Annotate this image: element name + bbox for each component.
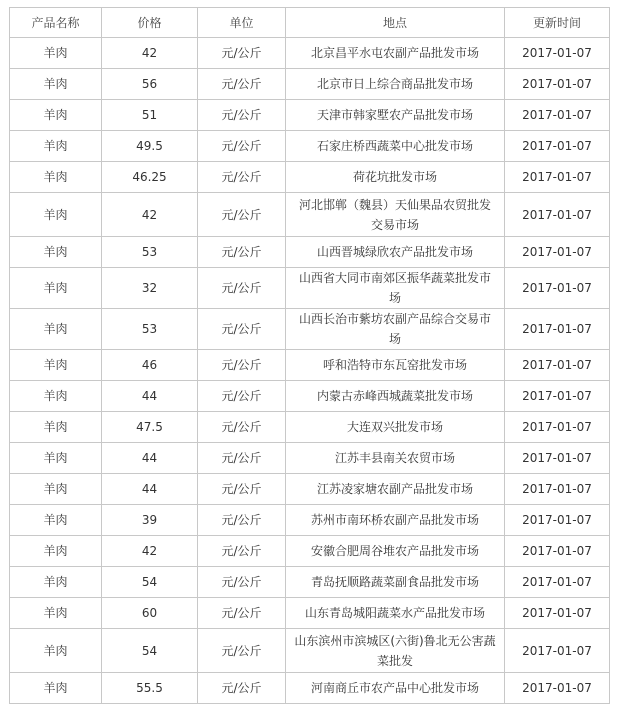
cell-price: 46: [102, 350, 198, 381]
table-row: [10, 268, 610, 309]
cell-product-name: 羊肉: [10, 268, 102, 309]
cell-unit: 元/公斤: [198, 536, 286, 567]
cell-location: 江苏丰县南关农贸市场: [286, 443, 505, 474]
cell-unit: 元/公斤: [198, 629, 286, 673]
cell-unit: 元/公斤: [198, 69, 286, 100]
cell-location: 内蒙古赤峰西城蔬菜批发市场: [286, 381, 505, 412]
cell-price: 51: [102, 100, 198, 131]
cell-location: 山东滨州市滨城区(六街)鲁北无公害蔬菜批发: [286, 629, 505, 673]
cell-unit: 元/公斤: [198, 309, 286, 350]
cell-location: 石家庄桥西蔬菜中心批发市场: [286, 131, 505, 162]
cell-product-name: 羊肉: [10, 505, 102, 536]
cell-location: 江苏凌家塘农副产品批发市场: [286, 474, 505, 505]
cell-product-name: 羊肉: [10, 381, 102, 412]
cell-location: 安徽合肥周谷堆农产品批发市场: [286, 536, 505, 567]
cell-unit: 元/公斤: [198, 131, 286, 162]
header-product-name: 产品名称: [10, 8, 102, 38]
table-row: [10, 598, 610, 629]
cell-product-name: 羊肉: [10, 443, 102, 474]
cell-update-time: 2017-01-07: [505, 381, 610, 412]
cell-update-time: 2017-01-07: [505, 350, 610, 381]
cell-price: 42: [102, 536, 198, 567]
cell-location: 北京昌平水屯农副产品批发市场: [286, 38, 505, 69]
cell-unit: 元/公斤: [198, 237, 286, 268]
cell-update-time: 2017-01-07: [505, 38, 610, 69]
table-header-row: [10, 8, 610, 38]
cell-unit: 元/公斤: [198, 474, 286, 505]
cell-product-name: 羊肉: [10, 536, 102, 567]
cell-update-time: 2017-01-07: [505, 309, 610, 350]
cell-price: 53: [102, 309, 198, 350]
cell-unit: 元/公斤: [198, 162, 286, 193]
cell-product-name: 羊肉: [10, 100, 102, 131]
table-row: [10, 536, 610, 567]
cell-unit: 元/公斤: [198, 381, 286, 412]
cell-price: 60: [102, 598, 198, 629]
table-row: [10, 309, 610, 350]
cell-product-name: 羊肉: [10, 673, 102, 704]
table-row: [10, 673, 610, 704]
cell-product-name: 羊肉: [10, 350, 102, 381]
header-price: 价格: [102, 8, 198, 38]
cell-update-time: 2017-01-07: [505, 412, 610, 443]
price-table: [9, 7, 610, 704]
cell-update-time: 2017-01-07: [505, 474, 610, 505]
cell-price: 49.5: [102, 131, 198, 162]
cell-product-name: 羊肉: [10, 162, 102, 193]
table-row: [10, 505, 610, 536]
cell-location: 荷花坑批发市场: [286, 162, 505, 193]
cell-update-time: 2017-01-07: [505, 567, 610, 598]
cell-update-time: 2017-01-07: [505, 193, 610, 237]
cell-price: 56: [102, 69, 198, 100]
cell-unit: 元/公斤: [198, 598, 286, 629]
cell-location: 天津市韩家墅农产品批发市场: [286, 100, 505, 131]
cell-location: 山西省大同市南郊区振华蔬菜批发市场: [286, 268, 505, 309]
cell-product-name: 羊肉: [10, 237, 102, 268]
cell-location: 河南商丘市农产品中心批发市场: [286, 673, 505, 704]
cell-unit: 元/公斤: [198, 38, 286, 69]
table-row: [10, 443, 610, 474]
cell-product-name: 羊肉: [10, 629, 102, 673]
cell-update-time: 2017-01-07: [505, 505, 610, 536]
cell-location: 苏州市南环桥农副产品批发市场: [286, 505, 505, 536]
table-row: [10, 567, 610, 598]
cell-location: 北京市日上综合商品批发市场: [286, 69, 505, 100]
cell-price: 44: [102, 443, 198, 474]
cell-product-name: 羊肉: [10, 69, 102, 100]
cell-location: 山东青岛城阳蔬菜水产品批发市场: [286, 598, 505, 629]
cell-location: 呼和浩特市东瓦窑批发市场: [286, 350, 505, 381]
cell-product-name: 羊肉: [10, 474, 102, 505]
table-row: [10, 193, 610, 237]
cell-price: 42: [102, 38, 198, 69]
table-row: [10, 474, 610, 505]
cell-update-time: 2017-01-07: [505, 536, 610, 567]
table-row: [10, 381, 610, 412]
table-body: [10, 38, 610, 704]
cell-unit: 元/公斤: [198, 567, 286, 598]
header-update-time: 更新时间: [505, 8, 610, 38]
table-row: [10, 162, 610, 193]
header-location: 地点: [286, 8, 505, 38]
cell-update-time: 2017-01-07: [505, 69, 610, 100]
table-row: [10, 350, 610, 381]
cell-price: 44: [102, 474, 198, 505]
cell-update-time: 2017-01-07: [505, 268, 610, 309]
table-row: [10, 69, 610, 100]
table-row: [10, 629, 610, 673]
cell-price: 54: [102, 629, 198, 673]
cell-product-name: 羊肉: [10, 598, 102, 629]
cell-location: 青岛抚顺路蔬菜副食品批发市场: [286, 567, 505, 598]
cell-product-name: 羊肉: [10, 193, 102, 237]
cell-unit: 元/公斤: [198, 412, 286, 443]
table-row: [10, 412, 610, 443]
table-row: [10, 237, 610, 268]
header-unit: 单位: [198, 8, 286, 38]
cell-update-time: 2017-01-07: [505, 162, 610, 193]
table-row: [10, 100, 610, 131]
cell-update-time: 2017-01-07: [505, 100, 610, 131]
cell-product-name: 羊肉: [10, 131, 102, 162]
cell-product-name: 羊肉: [10, 567, 102, 598]
cell-price: 53: [102, 237, 198, 268]
cell-location: 山西长治市紫坊农副产品综合交易市场: [286, 309, 505, 350]
cell-unit: 元/公斤: [198, 100, 286, 131]
cell-location: 山西晋城绿欣农产品批发市场: [286, 237, 505, 268]
cell-update-time: 2017-01-07: [505, 629, 610, 673]
cell-unit: 元/公斤: [198, 268, 286, 309]
cell-location: 大连双兴批发市场: [286, 412, 505, 443]
cell-price: 39: [102, 505, 198, 536]
cell-unit: 元/公斤: [198, 673, 286, 704]
cell-price: 46.25: [102, 162, 198, 193]
cell-price: 32: [102, 268, 198, 309]
cell-update-time: 2017-01-07: [505, 673, 610, 704]
cell-price: 54: [102, 567, 198, 598]
cell-location: 河北邯郸（魏县）天仙果品农贸批发交易市场: [286, 193, 505, 237]
table-row: [10, 38, 610, 69]
cell-update-time: 2017-01-07: [505, 131, 610, 162]
cell-unit: 元/公斤: [198, 350, 286, 381]
cell-product-name: 羊肉: [10, 38, 102, 69]
cell-update-time: 2017-01-07: [505, 443, 610, 474]
cell-product-name: 羊肉: [10, 309, 102, 350]
cell-update-time: 2017-01-07: [505, 237, 610, 268]
cell-update-time: 2017-01-07: [505, 598, 610, 629]
cell-price: 55.5: [102, 673, 198, 704]
cell-price: 44: [102, 381, 198, 412]
table-row: [10, 131, 610, 162]
cell-price: 47.5: [102, 412, 198, 443]
cell-unit: 元/公斤: [198, 193, 286, 237]
cell-unit: 元/公斤: [198, 505, 286, 536]
cell-product-name: 羊肉: [10, 412, 102, 443]
cell-price: 42: [102, 193, 198, 237]
cell-unit: 元/公斤: [198, 443, 286, 474]
